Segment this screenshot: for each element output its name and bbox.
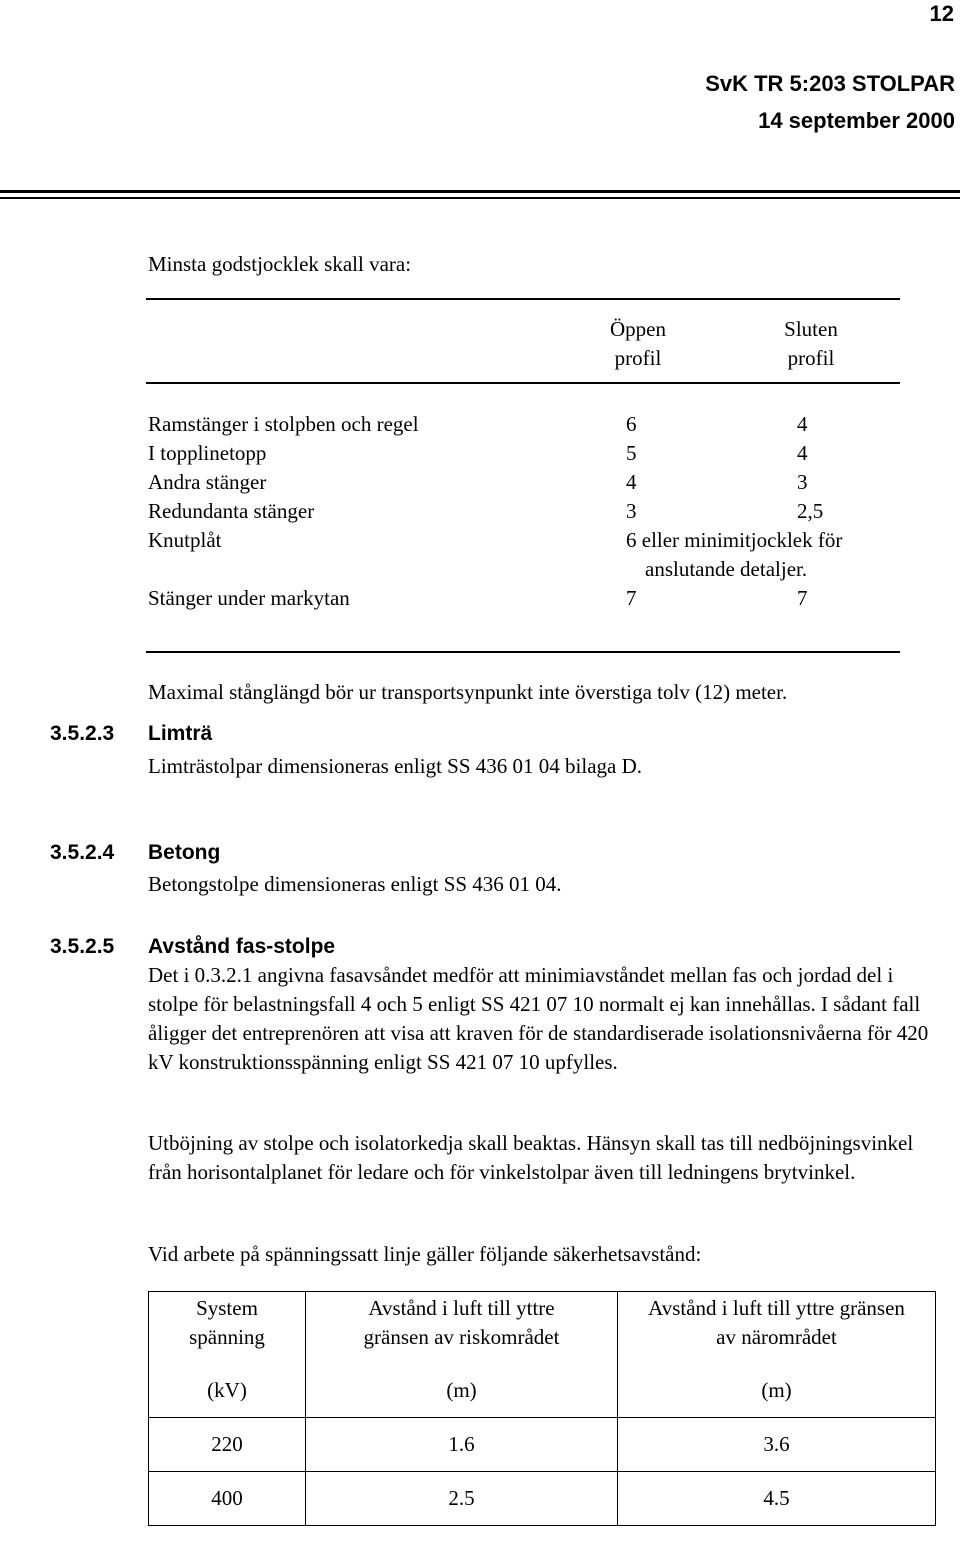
table-cell: 220 [149,1418,306,1472]
section-title: Limträ [148,722,213,745]
section-body: Betongstolpe dimensioneras enligt SS 436 01 04. [148,872,562,896]
row-label: Knutplåt [148,528,222,552]
row-closed: 7 [797,586,808,610]
thickness-rule-top [146,298,900,300]
table-cell: 4.5 [618,1472,936,1526]
row-open: 7 [626,586,637,610]
safety-distance-table [148,1291,936,1526]
max-length-note: Maximal stånglängd bör ur transportsynpunkt inte överstiga tolv (12) meter. [148,680,788,704]
column-header-closed: Sluten profil [784,317,838,370]
row-open: 6 [626,412,637,436]
table-row [149,1418,936,1472]
section-number: 3.5.2.4 [50,841,115,864]
row-open: 5 [626,441,637,465]
table-row [149,1472,936,1526]
page-number: 12 [929,1,954,26]
row-closed: 2,5 [797,499,824,523]
paragraph: Utböjning av stolpe och isolatorkedja skall beaktas. Hänsyn skall tas till nedböjningsvinkel från horisontalplanet för ledare och för vinkelstolpar även till ledningens brytvinkel. [148,1131,914,1184]
thickness-intro: Minsta godstjocklek skall vara: [148,252,412,276]
row-span-line1: 6 eller minimitjocklek för [626,528,843,552]
thickness-rule-mid [146,382,900,384]
row-span-line2: anslutande detaljer. [645,557,808,581]
section-title: Avstånd fas-stolpe [148,935,336,958]
header-cell: System spänning (kV) [149,1292,306,1418]
row-closed: 3 [797,470,808,494]
row-closed: 4 [797,412,808,436]
row-label: Stänger under markytan [148,586,350,610]
document-date: 14 september 2000 [758,108,955,133]
row-open: 3 [626,499,637,523]
thickness-rule-bottom [146,651,900,653]
paragraph: Det i 0.3.2.1 angivna fasavsåndet medför att minimiavståndet mellan fas och jordad del i stolpe för belastningsfall 4 och 5 enligt SS 421 07 10 normalt ej kan innehållas. I sådant fall åligger det entreprenören att visa att kraven för de standardiserade isolationsnivåerna för 420 kV konstruktionsspänning enligt SS 421 07 10 upfylles. [148,963,929,1074]
table-header-row [149,1292,936,1418]
table-cell: 1.6 [306,1418,618,1472]
row-label: Redundanta stänger [148,499,315,523]
table-cell: 400 [149,1472,306,1526]
section-title: Betong [148,841,221,864]
paragraph: Vid arbete på spänningssatt linje gäller följande säkerhetsavstånd: [148,1242,702,1266]
row-label: Andra stänger [148,470,267,494]
header-cell: Avstånd i luft till yttre gränsen av riskområdet (m) [306,1292,618,1418]
section-number: 3.5.2.3 [50,722,115,745]
column-header-open: Öppen profil [610,317,666,370]
header-cell: Avstånd i luft till yttre gränsen av närområdet (m) [618,1292,936,1418]
row-label: I topplinetopp [148,441,267,465]
header-rule-bottom [0,197,960,199]
row-closed: 4 [797,441,808,465]
row-open: 4 [626,470,637,494]
header-rule-top [0,190,960,193]
row-label: Ramstänger i stolpben och regel [148,412,419,436]
document-title: SvK TR 5:203 STOLPAR [705,71,955,96]
table-cell: 3.6 [618,1418,936,1472]
section-body: Limträstolpar dimensioneras enligt SS 436 01 04 bilaga D. [148,754,643,778]
section-number: 3.5.2.5 [50,935,115,958]
table-cell: 2.5 [306,1472,618,1526]
